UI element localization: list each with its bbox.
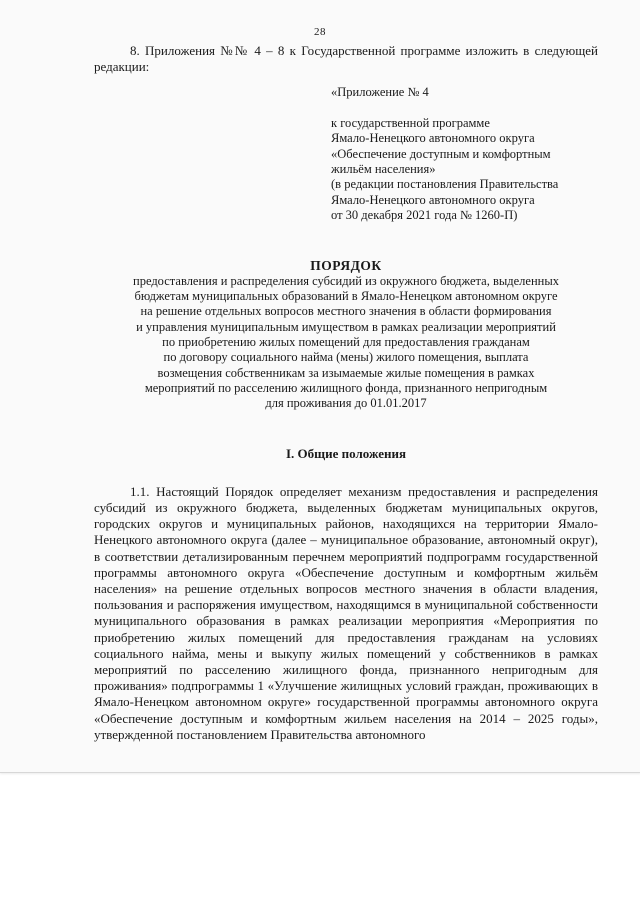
subheading-line: мероприятий по расселению жилищного фонда, признанного непригодным: [144, 380, 548, 395]
document-heading: ПОРЯДОК: [310, 257, 382, 273]
document-body: [94, 43, 598, 743]
page-number: 28: [314, 26, 326, 38]
section-title: I. Общие положения: [286, 445, 406, 461]
appendix-block: [331, 85, 598, 223]
appendix-line: Ямало-Ненецкого автономного округа: [331, 192, 535, 207]
subheading-line: по приобретению жилых помещений для предоставления гражданам: [162, 335, 530, 350]
subheading-line: возмещения собственникам за изымаемые жилые помещения в рамках: [157, 365, 535, 380]
appendix-line: «Обеспечение доступным и комфортным: [331, 146, 551, 161]
amendment-paragraph: 8. Приложения №№ 4 – 8 к Государственной программе изложить в следующей редакции:: [94, 43, 598, 75]
appendix-line: (в редакции постановления Правительства: [331, 177, 559, 192]
document-subheading: [94, 274, 598, 412]
appendix-line: Ямало-Ненецкого автономного округа: [331, 131, 535, 146]
subheading-line: и управления муниципальным имуществом в рамках реализации мероприятий: [136, 319, 556, 334]
appendix-title: «Приложение № 4: [331, 85, 429, 100]
subheading-line: для проживания до 01.01.2017: [265, 396, 427, 411]
paragraph-text: 1.1. Настоящий Порядок определяет механизм предоставления и распределения субсидий из окружного бюджета, выделенных бюджетам муниципальных округов, городских округов и муниципальных районов, находящихся на территории Ямало-Ненецкого автономного округа (далее – муниципальное образование, автономный округ), в соответствии детализированным перечнем мероприятий подпрограмм государственной программы автономного округа «Обеспечение доступным и комфортным жильём населения» на решение отдельных вопросов местного значения в области владения, пользования и распоряжения имуществом, находящимся в муниципальной собственности муниципального образования в рамках реализации мероприятия «Мероприятия по приобретению жилых помещений для предоставления гражданам на условиях социального найма, мены и выкупу жилых помещений у собственников в рамках мероприятий по расселению жилищного фонда, признанного непригодным для проживания» подпрограммы 1 «Улучшение жилищных условий граждан, проживающих в Ямало-Ненецком автономном округе» государственной программы автономного округа «Обеспечение доступным и комфортным жильем населения на 2014 – 2025 годы», утвержденной постановлением Правительства автономного: [94, 483, 598, 742]
subheading-line: бюджетам муниципальных образований в Ямало-Ненецком автономном округе: [134, 289, 558, 304]
general-provisions-paragraph: [94, 484, 598, 743]
appendix-line: жильём населения»: [331, 162, 436, 177]
subheading-line: по договору социального найма (мены) жилого помещения, выплата: [163, 350, 529, 365]
appendix-line: к государственной программе: [331, 115, 490, 130]
subheading-line: на решение отдельных вопросов местного значения в области формирования: [140, 304, 552, 319]
subheading-line: предоставления и распределения субсидий из окружного бюджета, выделенных: [133, 273, 559, 288]
appendix-line: от 30 декабря 2021 года № 1260-П): [331, 208, 518, 223]
